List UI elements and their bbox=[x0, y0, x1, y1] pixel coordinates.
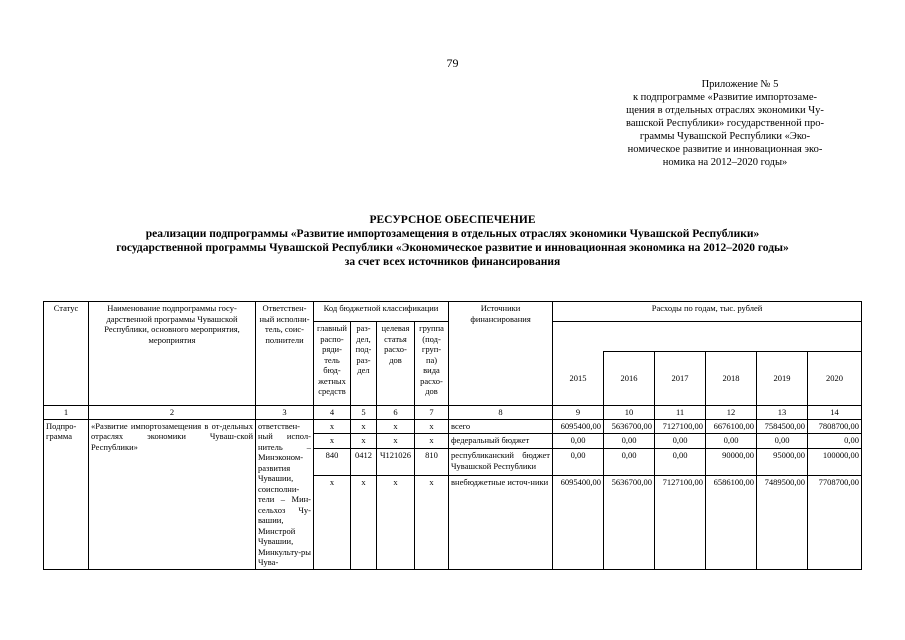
appendix-block bbox=[600, 78, 850, 169]
column-number: 4 bbox=[314, 406, 351, 420]
value-cell: 0,00 bbox=[604, 434, 655, 449]
column-number: 1 bbox=[44, 406, 89, 420]
header-section: раз-дел, под-раз-дел bbox=[351, 322, 377, 406]
value-cell: 0,00 bbox=[553, 434, 604, 449]
header-year: 2018 bbox=[706, 352, 757, 406]
column-number: 14 bbox=[808, 406, 862, 420]
main-manager-cell: x bbox=[314, 419, 351, 434]
value-cell: 0,00 bbox=[655, 449, 706, 475]
target-item-cell: x bbox=[377, 475, 415, 569]
value-cell: 6676100,00 bbox=[706, 419, 757, 434]
header-budget-code: Код бюджетной классификации bbox=[314, 302, 449, 322]
column-number: 7 bbox=[415, 406, 449, 420]
value-cell: 7127100,00 bbox=[655, 419, 706, 434]
header-sources: Источники финансирования bbox=[449, 302, 553, 406]
appendix-line: номическое развитие и инновационная эко- bbox=[627, 144, 823, 155]
column-number: 2 bbox=[89, 406, 256, 420]
value-cell: 6586100,00 bbox=[706, 475, 757, 569]
header-target-item: целевая статья расхо-дов bbox=[377, 322, 415, 406]
value-cell: 0,00 bbox=[604, 449, 655, 475]
header-year: 2020 bbox=[808, 352, 862, 406]
header-main-manager: главный распо-ряди-тель бюд-жетных средств bbox=[314, 322, 351, 406]
subprogram-name-cell: «Развитие импортозамещения в от-дельных отраслях экономики Чуваш-ской Республики» bbox=[89, 419, 256, 569]
value-cell: 5636700,00 bbox=[604, 475, 655, 569]
source-cell: всего bbox=[449, 419, 553, 434]
responsible-cell: ответствен-ный испол-нитель – Минэконом-развития Чувашии, соисполни-тели – Мин-сельхоз Чу-вашии, Минстрой Чувашии, Минкульту-ры Чува- bbox=[256, 419, 314, 569]
expense-group-cell: x bbox=[415, 475, 449, 569]
column-number: 12 bbox=[706, 406, 757, 420]
value-cell: 100000,00 bbox=[808, 449, 862, 475]
header-expenses: Расходы по годам, тыс. рублей bbox=[553, 302, 862, 322]
column-number-row bbox=[44, 406, 862, 420]
appendix-line: вашской Республики» государственной про- bbox=[626, 118, 824, 129]
value-cell: 95000,00 bbox=[757, 449, 808, 475]
value-cell: 7489500,00 bbox=[757, 475, 808, 569]
table-row bbox=[44, 419, 862, 434]
title-line-1: РЕСУРСНОЕ ОБЕСПЕЧЕНИЕ bbox=[369, 214, 536, 226]
title-line-2: реализации подпрограммы «Развитие импортозамещения в отдельных отраслях экономики Чувашской Республики» bbox=[145, 228, 760, 240]
value-cell: 90000,00 bbox=[706, 449, 757, 475]
column-number: 9 bbox=[553, 406, 604, 420]
main-manager-cell: x bbox=[314, 475, 351, 569]
source-cell: республиканский бюджет Чувашской Республики bbox=[449, 449, 553, 475]
value-cell: 6095400,00 bbox=[553, 475, 604, 569]
document-title bbox=[0, 213, 905, 269]
section-cell: x bbox=[351, 434, 377, 449]
header-year: 2016 bbox=[604, 352, 655, 406]
column-number: 6 bbox=[377, 406, 415, 420]
title-line-3: государственной программы Чувашской Республики «Экономическое развитие и инновационная экономика на 2012–2020 годы» bbox=[116, 242, 789, 254]
source-cell: федеральный бюджет bbox=[449, 434, 553, 449]
appendix-line: номика на 2012–2020 годы» bbox=[662, 157, 788, 168]
source-cell: внебюджетные источ-ники bbox=[449, 475, 553, 569]
value-cell: 0,00 bbox=[655, 434, 706, 449]
expense-group-cell: x bbox=[415, 419, 449, 434]
value-cell: 6095400,00 bbox=[553, 419, 604, 434]
appendix-title: Приложение № 5 bbox=[701, 79, 779, 90]
main-manager-cell: 840 bbox=[314, 449, 351, 475]
column-number: 13 bbox=[757, 406, 808, 420]
target-item-cell: Ч121026 bbox=[377, 449, 415, 475]
value-cell: 0,00 bbox=[706, 434, 757, 449]
header-status: Статус bbox=[44, 302, 89, 406]
value-cell: 7808700,00 bbox=[808, 419, 862, 434]
main-manager-cell: x bbox=[314, 434, 351, 449]
column-number: 5 bbox=[351, 406, 377, 420]
value-cell: 0,00 bbox=[808, 434, 862, 449]
expense-group-cell: x bbox=[415, 434, 449, 449]
value-cell: 7708700,00 bbox=[808, 475, 862, 569]
resource-table bbox=[43, 301, 862, 570]
value-cell: 0,00 bbox=[757, 434, 808, 449]
expense-group-cell: 810 bbox=[415, 449, 449, 475]
target-item-cell: x bbox=[377, 419, 415, 434]
section-cell: x bbox=[351, 475, 377, 569]
column-number: 8 bbox=[449, 406, 553, 420]
header-year: 2019 bbox=[757, 352, 808, 406]
value-cell: 5636700,00 bbox=[604, 419, 655, 434]
header-year: 2015 bbox=[553, 352, 604, 406]
status-cell: Подпро-грамма bbox=[44, 419, 89, 569]
target-item-cell: x bbox=[377, 434, 415, 449]
value-cell: 0,00 bbox=[553, 449, 604, 475]
section-cell: 0412 bbox=[351, 449, 377, 475]
appendix-line: к подпрограмме «Развитие импортозаме- bbox=[632, 92, 818, 103]
column-number: 10 bbox=[604, 406, 655, 420]
appendix-line: граммы Чувашской Республики «Эко- bbox=[639, 131, 811, 142]
column-number: 3 bbox=[256, 406, 314, 420]
value-cell: 7127100,00 bbox=[655, 475, 706, 569]
column-number: 11 bbox=[655, 406, 706, 420]
page-number: 79 bbox=[446, 56, 459, 70]
header-year: 2017 bbox=[655, 352, 706, 406]
appendix-line: щения в отдельных отраслях экономики Чу- bbox=[626, 105, 824, 116]
header-name: Наименование подпрограммы госу-дарственной программы Чувашской Республики, основного мероприятия, мероприятия bbox=[89, 302, 256, 406]
header-expense-group: группа (под-груп-па) вида расхо-дов bbox=[415, 322, 449, 406]
section-cell: x bbox=[351, 419, 377, 434]
title-line-4: за счет всех источников финансирования bbox=[344, 256, 561, 268]
header-responsible: Ответствен-ный исполни-тель, соис-полнители bbox=[256, 302, 314, 406]
value-cell: 7584500,00 bbox=[757, 419, 808, 434]
